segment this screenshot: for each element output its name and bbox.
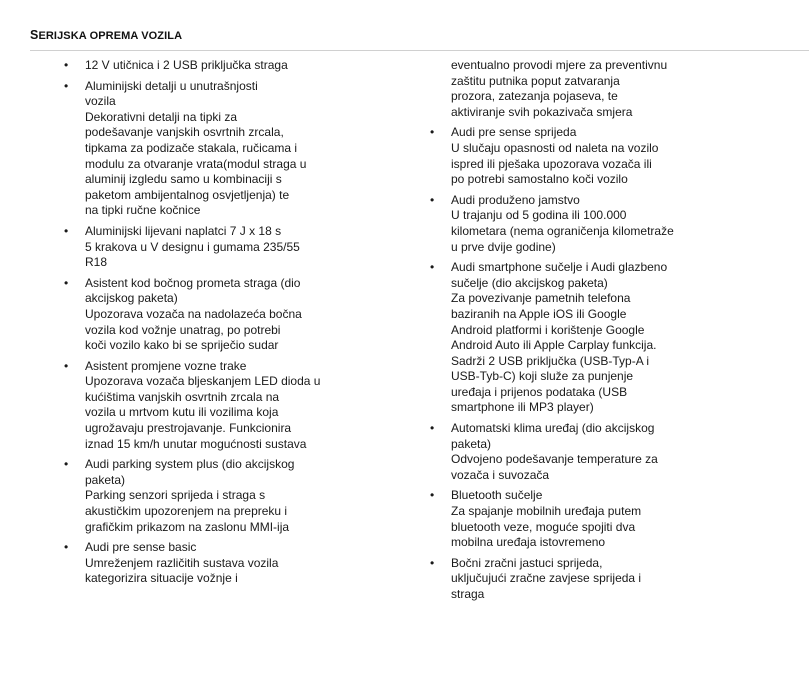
feature-description: Umreženjem različitih sustava vozila kategorizira situacije vožnje i	[85, 555, 279, 586]
feature-item	[58, 540, 358, 587]
feature-item	[58, 58, 358, 74]
feature-description: Upozorava vozača na nadolazeća bočna vozila kod vožnje unatrag, po potrebi koči vozilo kako bi se spriječio sudar	[85, 306, 302, 353]
feature-description: U slučaju opasnosti od naleta na vozilo ispred ili pješaka upozorava vozača ili po potrebi samostalno koči vozilo	[451, 140, 659, 187]
feature-item	[58, 79, 358, 219]
bullet-icon: •	[430, 421, 435, 436]
bullet-icon: •	[430, 125, 435, 140]
bullet-icon: •	[64, 275, 69, 290]
feature-title: Audi produženo jamstvo	[451, 192, 580, 207]
feature-item	[424, 125, 724, 187]
bullet-icon: •	[64, 358, 69, 373]
bullet-icon: •	[64, 58, 69, 72]
bullet-icon: •	[430, 555, 435, 570]
bullet-icon: •	[64, 223, 69, 238]
feature-description: Odvojeno podešavanje temperature za vozača i suvozača	[451, 452, 658, 482]
page-title-rest: ERIJSKA OPREMA VOZILA	[38, 30, 183, 42]
feature-title: 12 V utičnica i 2 USB priključka straga	[85, 58, 288, 72]
feature-title: Audi pre sense sprijeda	[451, 125, 577, 140]
feature-title: Asistent kod bočnog prometa straga (dio akcijskog paketa)	[85, 275, 301, 306]
bullet-icon: •	[430, 488, 435, 503]
feature-title: Aluminijski detalji u unutrašnjosti vozila	[85, 78, 258, 109]
feature-title: Asistent promjene vozne trake	[85, 358, 247, 373]
feature-title: Bluetooth sučelje	[451, 488, 543, 503]
feature-item	[58, 276, 358, 354]
bullet-icon: •	[430, 192, 435, 207]
feature-item	[424, 556, 724, 603]
feature-item	[424, 488, 724, 550]
feature-description: eventualno provodi mjere za preventivnu zaštitu putnika poput zatvaranja prozora, zatezanja pojaseva, te aktiviranje svih pokazivača smjera	[451, 58, 668, 119]
bullet-icon: •	[430, 260, 435, 275]
bullet-icon: •	[64, 457, 69, 472]
right-column	[424, 58, 724, 608]
feature-item	[424, 193, 724, 255]
feature-item	[424, 260, 724, 416]
feature-item	[58, 457, 358, 535]
feature-description: Za spajanje mobilnih uređaja putem bluetooth veze, moguće spojiti dva mobilna uređaja istovremeno	[451, 504, 642, 550]
feature-item	[424, 421, 724, 483]
bullet-icon: •	[64, 78, 69, 93]
header-divider	[30, 50, 809, 51]
feature-item	[58, 359, 358, 453]
feature-description: Dekorativni detalji na tipki za podešavanje vanjskih osvrtnih zrcala, tipkama za podizače stakala, ručicama i modulu za otvaranje vrata(modul straga u aluminij izgledu samo u kombinaciji s paketom ambijentalnog osvjetljenja) te na tipki ručne kočnice	[85, 109, 307, 218]
feature-title: Audi parking system plus (dio akcijskog paketa)	[85, 457, 295, 487]
feature-description: Parking senzori sprijeda i straga s akustičkim upozorenjem na prepreku i grafičkim prikazom na zaslonu MMI-ija	[85, 488, 290, 534]
feature-description: U trajanju od 5 godina ili 100.000 kilometara (nema ograničenja kilometraže u prve dvije godine)	[451, 208, 674, 254]
page-title	[30, 28, 809, 42]
left-column	[58, 58, 358, 592]
bullet-icon: •	[64, 540, 69, 555]
feature-continuation	[424, 58, 724, 120]
feature-title: Automatski klima uređaj (dio akcijskog paketa)	[451, 421, 655, 451]
page-title-first-letter: S	[30, 28, 39, 42]
page-header	[30, 28, 809, 51]
feature-title: Audi smartphone sučelje i Audi glazbeno sučelje (dio akcijskog paketa)	[451, 260, 668, 290]
feature-title: Bočni zračni jastuci sprijeda, uključujući zračne zavjese sprijeda i straga	[451, 555, 642, 601]
feature-description: Upozorava vozača bljeskanjem LED dioda u kućištima vanjskih osvrtnih zrcala na vozila u mrtvom kutu ili vozilima koja ugrožavaju prestrojavanje. Funkcionira iznad 15 km/h unutar mogućnosti sustava	[85, 374, 321, 451]
feature-title: Aluminijski lijevani naplatci 7 J x 18 s 5 krakova u V designu i gumama 235/55 R18	[85, 223, 300, 270]
feature-title: Audi pre sense basic	[85, 540, 197, 555]
feature-description: Za povezivanje pametnih telefona baziranih na Apple iOS ili Google Android platformi i korištenje Google Android Auto ili Apple Carplay funkcija. Sadrži 2 USB priključka (USB-Typ-A i USB-Tyb-C) koji služe za punjenje uređaja i prijenos podataka (USB smartphone ili MP3 player)	[451, 291, 657, 415]
feature-item	[58, 224, 358, 271]
